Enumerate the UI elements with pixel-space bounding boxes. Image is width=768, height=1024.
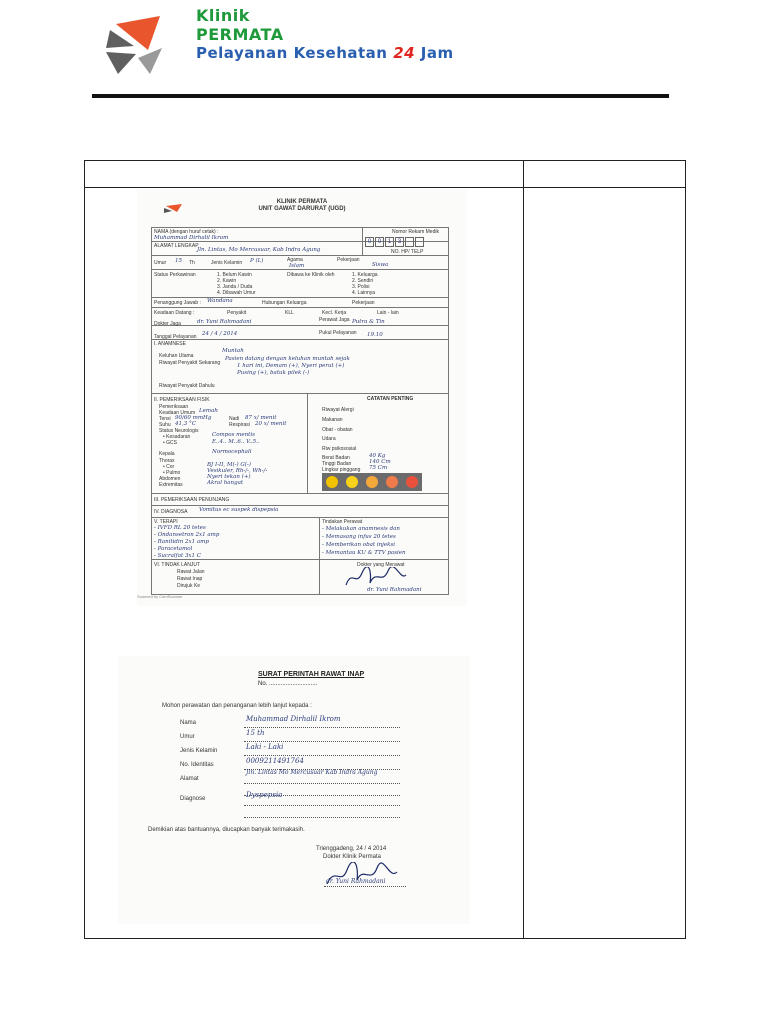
- form-row-line: [151, 505, 449, 506]
- tindakan-item: - Memantau KU & TTV pasien: [322, 550, 406, 556]
- doctor-signature-icon: [342, 567, 412, 589]
- form-col-line: [362, 227, 363, 255]
- hubungan-label: Hubungan Keluarga: [262, 300, 307, 306]
- letter-signer-name: dr. Yuni Rahmadani: [326, 878, 386, 885]
- letter-place-date: Trienggadeng, 24 / 4 2014: [316, 846, 387, 852]
- ku-value: Lemah: [199, 408, 218, 414]
- lp-label: Lingkar pinggang: [322, 467, 361, 473]
- kesadaran-value: Compos mentis: [212, 432, 255, 438]
- dokter-jaga-label: Dokter Jaga: [154, 321, 181, 327]
- psikososial-label: Riw psikososial: [322, 446, 357, 452]
- letter-field-label: Jenis Kelamin: [180, 748, 218, 754]
- form-row-line: [151, 297, 449, 298]
- form-row-line: [151, 307, 449, 308]
- letter-field-value: Muhammad Dirhalil Ikrom: [246, 715, 341, 723]
- rps-line: Pusing (+), batuk pilek (-): [237, 370, 310, 376]
- dokter-merawat-label: Dokter yang Merawat: [357, 562, 405, 568]
- table-column-divider: [523, 161, 524, 938]
- abdomen-value: Nyeri tekan (+): [207, 474, 251, 480]
- rekam-digit: [415, 237, 424, 247]
- alergi-label: Riwayat Alergi: [322, 407, 354, 413]
- rps-label: Riwayat Penyakit Sekarang: [159, 360, 221, 366]
- lp-value: 75 Cm: [369, 465, 388, 471]
- terapi-item: - IVFD RL 20 tetes: [154, 525, 206, 531]
- terapi-item: - Paracetamol: [154, 546, 193, 552]
- extremitas-label: Extremitas: [159, 482, 183, 488]
- rekam-digit: 3: [395, 237, 404, 247]
- kepala-value: Normocephali: [212, 449, 252, 455]
- letter-field-value: Laki - Laki: [246, 743, 284, 751]
- jk-label: Jenis Kelamin: [211, 260, 243, 266]
- thorax-label: Thorax: [159, 458, 175, 464]
- nama-label: NAMA (dengan huruf cetak) :: [154, 229, 219, 235]
- letter-field-value: 15 th: [246, 729, 265, 737]
- rekam-digit: [405, 237, 414, 247]
- pukul-label: Pukul Pelayanan: [319, 330, 357, 336]
- dotted-line: [244, 740, 400, 742]
- letter-field-value: Jln. Lintas Mo Mercusuar Kab Indra Agung: [246, 769, 378, 776]
- letter-intro: Mohon perawatan dan penanganan lebih lanjut kepada :: [162, 703, 312, 709]
- pekerjaan-value: Siswa: [372, 262, 389, 268]
- keluhan-label: Keluhan Utama: [159, 353, 194, 359]
- letter-number: No. .............................: [258, 681, 318, 687]
- makanan-label: Makanan: [322, 417, 343, 423]
- pain-scale: [322, 473, 422, 491]
- diagnosa-label: IV. DIAGNOSA: [154, 509, 188, 515]
- dokter-jaga-value: dr. Yuni Rahmadani: [197, 319, 252, 325]
- pain-face-icon: [366, 476, 378, 488]
- table-header-divider: [85, 187, 685, 188]
- tagline-24: 24: [393, 44, 416, 62]
- keluhan-value: Muntah: [222, 348, 244, 354]
- letter-field-label: Umur: [180, 734, 195, 740]
- kesadaran-label: • Kesadaran: [163, 434, 191, 440]
- keadaan-label: Keadaan Datang :: [154, 310, 195, 316]
- brand-line-1: Klinik: [196, 6, 250, 25]
- rekam-digit: 0: [375, 237, 384, 247]
- tindakan-item: - Memasang infus 20 tetes: [322, 534, 396, 540]
- agama-label: Agama: [287, 257, 303, 263]
- letter-field-label: Alamat: [180, 776, 199, 782]
- obat-label: Obat - obatan: [322, 427, 353, 433]
- tindak-lanjut-option: Dirujuk Ke: [177, 583, 201, 589]
- respirasi-label: Respirasi: [229, 422, 250, 428]
- form-row-line: [151, 517, 449, 518]
- form-logo-icon: [162, 203, 188, 215]
- gcs-label: • GCS: [163, 440, 177, 446]
- keadaan-option: KLL: [285, 310, 294, 316]
- tensi-value: 90/60 mmHg: [175, 415, 212, 421]
- tagline-text-a: Pelayanan Kesehatan: [196, 44, 394, 62]
- rps-line: 1 hari ini, Demam (+), Nyeri perut (+): [237, 363, 345, 369]
- tanggal-value: 24 / 4 / 2014: [202, 331, 238, 337]
- dibawa-option: 3. Polisi: [352, 284, 370, 290]
- suhu-value: 41,3 °C: [175, 421, 196, 427]
- tindak-lanjut-option: Rawat Inap: [177, 576, 203, 582]
- dotted-line: [244, 726, 400, 728]
- pekerjaan2-label: Pekerjaan: [352, 300, 375, 306]
- letter-field-label: Nama: [180, 720, 197, 726]
- perawat-jaga-value: Putra & Tin: [352, 319, 385, 325]
- alamat-label: ALAMAT LENGKAP: [154, 243, 199, 249]
- tensi-label: Tensi: [159, 416, 171, 422]
- dibawa-label: Dibawa ke Klinik oleh: [287, 272, 335, 278]
- status-option: 2. Kawin: [217, 278, 237, 284]
- signature-line: [324, 885, 406, 887]
- neuro-label: Status Neurologis: [159, 428, 199, 434]
- clinic-logo-icon: [88, 8, 180, 80]
- pj-label: Penanggung Jawab :: [154, 300, 201, 306]
- keadaan-option: Penyakit: [227, 310, 247, 316]
- catatan-label: CATATAN PENTING: [367, 396, 414, 402]
- form-row-line: [151, 255, 449, 256]
- letter-signer-title: Dokter Klinik Permata: [323, 854, 382, 860]
- pain-face-icon: [346, 476, 358, 488]
- pain-face-icon: [386, 476, 398, 488]
- rpd-label: Riwayat Penyakit Dahulu: [159, 383, 215, 389]
- terapi-item: - Ranitidin 2x1 amp: [154, 539, 209, 545]
- rekam-medik-label: Nomor Rekam Medik: [392, 229, 439, 235]
- status-label: Status Perkawinan: [154, 272, 196, 278]
- status-option: 1. Belum Kawin: [217, 272, 252, 278]
- abdomen-label: Abdomen: [159, 476, 181, 482]
- dibawa-option: 2. Sendiri: [352, 278, 374, 284]
- dibawa-option: 4. Lainnya: [352, 290, 376, 296]
- diagnosa-value: Vomitus ec suspek dispepsia: [199, 507, 279, 513]
- hp-label: NO. HP/ TELP: [391, 249, 424, 255]
- pemeriksaan-label: Pemeriksaan: [159, 404, 189, 410]
- terapi-item: - Ondansetron 2x1 amp: [154, 532, 220, 538]
- diagnose-value: Dyspepsia: [246, 791, 283, 799]
- status-option: 4. Dibawah Umur: [217, 290, 256, 296]
- rps-line: Pasien datang dengan keluhan muntah sejak: [225, 356, 350, 362]
- tindak-lanjut-option: Rawat Jalan: [177, 569, 205, 575]
- header-divider: [92, 94, 669, 98]
- kepala-label: Kepala: [159, 451, 175, 457]
- respirasi-value: 20 x/ menit: [255, 421, 287, 427]
- form-col-line: [319, 517, 320, 595]
- alamat-value: Jln. Lintas, Mo Mercusuar, Kab Indra Agung: [197, 247, 321, 253]
- tanggal-label: Tanggal Pelayanan: [154, 334, 197, 340]
- tindakan-label: Tindakan Perawat: [322, 519, 363, 525]
- letter-field-label: No. Identitas: [180, 762, 214, 768]
- rekam-digit: 0: [365, 237, 374, 247]
- status-option: 3. Janda / Duda: [217, 284, 253, 290]
- cor-value: BJ I-II, M(-) G(-): [207, 462, 251, 468]
- umur-value: 15: [175, 258, 182, 264]
- jk-value: P (L): [250, 258, 264, 264]
- terapi-label: V. TERAPI: [154, 519, 178, 525]
- tindakan-item: - Memberikan obat injeksi: [322, 542, 396, 548]
- pulmo-value: Vesikuler, Rh-/-, Wh-/-: [207, 468, 268, 474]
- penunjang-label: III. PEMERIKSAAN PENUNJANG: [154, 497, 230, 503]
- pain-face-icon: [406, 476, 418, 488]
- nadi-value: 87 x/ menit: [245, 415, 277, 421]
- nadi-label: Nadi: [229, 416, 240, 422]
- diagnose-label: Diagnose: [180, 796, 206, 802]
- bb-value: 40 Kg: [369, 453, 386, 459]
- gcs-value: E..4.. M..6.. V..5..: [212, 439, 260, 445]
- dibawa-option: 1. Keluarga: [352, 272, 378, 278]
- tindakan-item: - Melakukan anamnesis dan: [322, 526, 400, 532]
- form-row-line: [151, 493, 449, 494]
- pulmo-label: • Pulmo: [163, 470, 181, 476]
- pain-face-icon: [326, 476, 338, 488]
- scanned-ugd-form: [137, 189, 467, 606]
- form-title-line2: UNIT GAWAT DARURAT (UGD): [258, 206, 346, 212]
- scanner-footer: Scanned by CamScanner: [137, 594, 183, 599]
- form-title: [237, 199, 367, 213]
- suhu-label: Suhu: [159, 422, 171, 428]
- dotted-line: [244, 754, 400, 756]
- pekerjaan-label: Pekerjaan: [337, 257, 360, 263]
- letter-closing: Demikian atas bantuannya, diucapkan banyak terimakasih.: [148, 827, 305, 833]
- form-row-line: [151, 325, 449, 326]
- fisik-label: II. PEMERIKSAAN FISIK: [154, 397, 210, 403]
- nama-value: Muhammad Dirhalil Ikrom: [154, 235, 229, 241]
- form-title-line1: KLINIK PERMATA: [276, 199, 328, 205]
- tagline-text-b: Jam: [415, 44, 454, 62]
- udara-label: Udara: [322, 436, 336, 442]
- form-row-line: [151, 393, 449, 394]
- agama-value: Islam: [289, 263, 305, 269]
- tb-value: 140 Cm: [369, 459, 391, 465]
- anamnese-label: I. ANAMNESE: [154, 341, 186, 347]
- brand-tagline: [196, 44, 454, 63]
- keadaan-option: Lain - lain: [377, 310, 399, 316]
- pukul-value: 19.10: [367, 332, 383, 338]
- bb-label: Berat Badan: [322, 455, 350, 461]
- extremitas-value: Akral hangat: [207, 480, 244, 486]
- scanned-rawat-inap-letter: [118, 656, 470, 924]
- umur-unit: Th: [189, 260, 195, 266]
- cor-label: • Cor: [163, 464, 175, 470]
- keadaan-option: Kecl. Kerja: [322, 310, 347, 316]
- dotted-line: [244, 816, 400, 818]
- clinic-brand: [196, 6, 454, 63]
- ku-label: Keadaan Umum: [159, 410, 196, 416]
- pj-value: Wandana: [207, 298, 233, 304]
- umur-label: Umur: [154, 260, 167, 266]
- dotted-line: [244, 804, 400, 806]
- perawat-jaga-label: Perawat Jaga: [319, 317, 350, 323]
- brand-line-2: PERMATA: [196, 25, 284, 44]
- letter-title: SURAT PERINTAH RAWAT INAP: [258, 671, 365, 678]
- tindak-lanjut-label: VI. TINDAK LANJUT: [154, 562, 201, 568]
- letter-field-value: 0009211491764: [246, 757, 304, 765]
- terapi-item: - Sucralfat 3x1 C: [154, 553, 201, 559]
- dotted-line: [244, 782, 400, 784]
- rekam-digit: 1: [385, 237, 394, 247]
- dokter-merawat-name: dr. Yuni Rahmadani: [367, 587, 422, 593]
- tb-label: Tinggi Badan: [322, 461, 352, 467]
- form-col-line: [307, 393, 308, 493]
